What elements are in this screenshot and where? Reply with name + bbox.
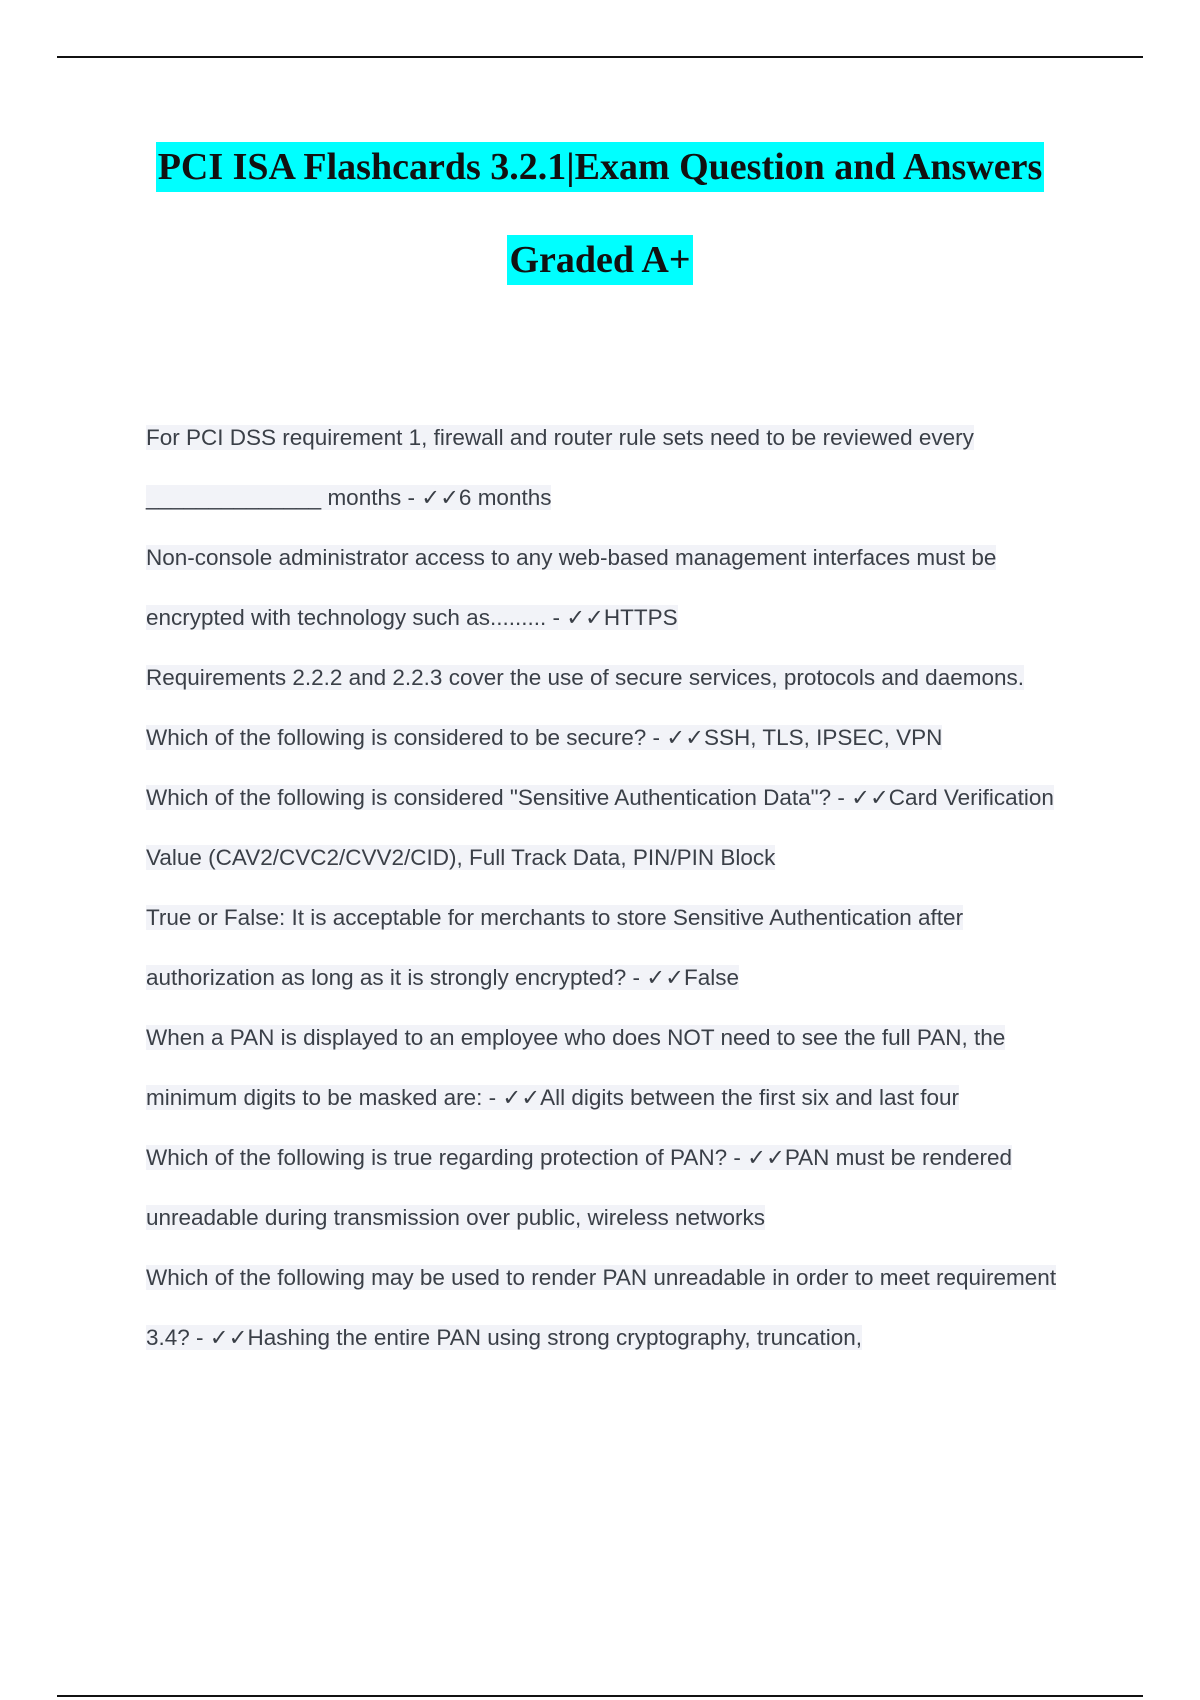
- header-rule: [57, 56, 1143, 58]
- qa-text: When a PAN is displayed to an employee who does NOT need to see the full PAN, the minimum digits to be masked are: - ✓✓All digits between the first six and last four: [146, 1025, 1006, 1110]
- qa-item: [146, 888, 1086, 1008]
- document-title-line1: [0, 145, 1200, 189]
- qa-text: Which of the following may be used to render PAN unreadable in order to meet requirement 3.4? - ✓✓Hashing the entire PAN using strong cryptography, truncation,: [146, 1265, 1057, 1350]
- qa-item: [146, 1008, 1086, 1128]
- qa-text: Which of the following is considered "Sensitive Authentication Data"? - ✓✓Card Verification Value (CAV2/CVC2/CVV2/CID), Full Track Data, PIN/PIN Block: [146, 785, 1054, 870]
- footer-rule: [57, 1695, 1143, 1697]
- title-highlight: Graded A+: [507, 235, 692, 285]
- qa-item: [146, 408, 1086, 528]
- document-title-line2: [0, 238, 1200, 282]
- qa-item: [146, 768, 1086, 888]
- qa-text: Which of the following is true regarding protection of PAN? - ✓✓PAN must be rendered unreadable during transmission over public, wireless networks: [146, 1145, 1013, 1230]
- qa-item: [146, 528, 1086, 648]
- qa-list: [146, 408, 1086, 1368]
- qa-item: [146, 648, 1086, 768]
- qa-text: Requirements 2.2.2 and 2.2.3 cover the use of secure services, protocols and daemons. Which of the following is considered to be secure? - ✓✓SSH, TLS, IPSEC, VPN: [146, 665, 1024, 750]
- title-highlight: PCI ISA Flashcards 3.2.1|Exam Question and Answers: [156, 142, 1045, 192]
- qa-text: Non-console administrator access to any web-based management interfaces must be encrypted with technology such as......... - ✓✓HTTPS: [146, 545, 997, 630]
- qa-item: [146, 1128, 1086, 1248]
- qa-text: True or False: It is acceptable for merchants to store Sensitive Authentication after authorization as long as it is strongly encrypted? - ✓✓False: [146, 905, 964, 990]
- qa-text: For PCI DSS requirement 1, firewall and router rule sets need to be reviewed every ______________ months - ✓✓6 months: [146, 425, 974, 510]
- qa-item: [146, 1248, 1086, 1368]
